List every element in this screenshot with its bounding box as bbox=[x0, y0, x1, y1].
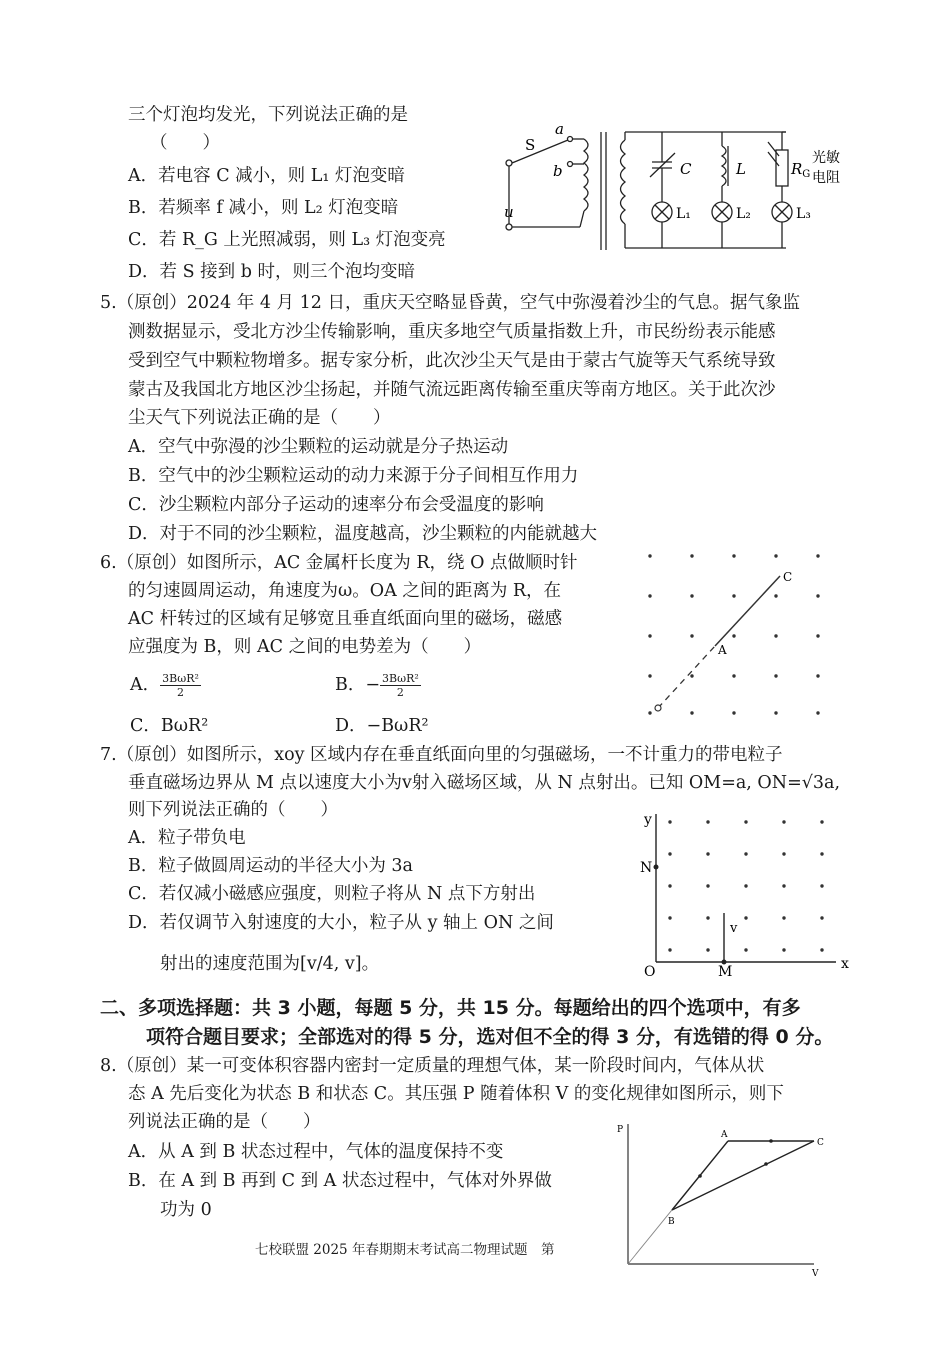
q6-option-d: D．−BωR² bbox=[335, 716, 429, 736]
q6-fig-label-c: C bbox=[783, 570, 793, 584]
field-dot bbox=[820, 916, 823, 919]
q6-option-b-denominator: 2 bbox=[396, 686, 404, 699]
q5-option-c: C．沙尘颗粒内部分子运动的速率分布会受温度的影响 bbox=[128, 495, 544, 515]
q5-stem-line-1: 5.（原创）2024 年 4 月 12 日，重庆天空略显昏黄，空气中弥漫着沙尘的气息。据气象监 bbox=[100, 293, 800, 313]
q8-stem-line-1: 8.（原创）某一可变体积容器内密封一定质量的理想气体，某一阶段时间内，气体从状 bbox=[100, 1056, 765, 1076]
field-dot bbox=[782, 916, 785, 919]
field-dot bbox=[820, 884, 823, 887]
field-dot bbox=[744, 884, 747, 887]
q4-option-a: A．若电容 C 减小，则 L₁ 灯泡变暗 bbox=[128, 166, 405, 186]
q4-fig-label-switch: S bbox=[525, 136, 536, 154]
q6-stem-line-4: 应强度为 B，则 AC 之间的电势差为（ ） bbox=[128, 637, 482, 657]
q6-option-a-denominator: 2 bbox=[177, 686, 185, 699]
q7-option-b: B．粒子做圆周运动的半径大小为 3a bbox=[128, 856, 413, 876]
q8-fig-label-v: V bbox=[812, 1269, 819, 1279]
q4-fig-label-b: b bbox=[553, 162, 563, 180]
field-dot bbox=[774, 634, 777, 637]
field-dot bbox=[744, 852, 747, 855]
field-dot bbox=[690, 674, 693, 677]
field-dot bbox=[816, 554, 819, 557]
field-dot bbox=[690, 594, 693, 597]
q4-answer-paren: （ ） bbox=[150, 133, 220, 153]
field-dot bbox=[732, 594, 735, 597]
q4-option-c: C．若 R_G 上光照减弱，则 L₃ 灯泡变亮 bbox=[128, 230, 446, 250]
q8-option-b: B．在 A 到 B 再到 C 到 A 状态过程中，气体对外界做 bbox=[128, 1171, 552, 1191]
q6-option-b-numerator: 3BωR² bbox=[382, 672, 419, 685]
field-dot bbox=[732, 711, 735, 714]
page-footer: 七校联盟 2025 年春期期末考试高二物理试题 第 bbox=[255, 1242, 555, 1258]
q5-stem-line-4: 蒙古及我国北方地区沙尘扬起，并随气流远距离传输至重庆等南方地区。关于此次沙 bbox=[128, 380, 776, 400]
field-dot bbox=[732, 634, 735, 637]
field-dot bbox=[706, 852, 709, 855]
field-dot bbox=[668, 820, 671, 823]
q5-stem-line-2: 测数据显示，受北方沙尘传输影响，重庆多地空气质量指数上升，市民纷纷表示能感 bbox=[128, 322, 776, 342]
q4-fig-label-lamp-2: L₂ bbox=[736, 206, 751, 222]
section-2-heading-line-1: 二、多项选择题：共 3 小题，每题 5 分，共 15 分。每题给出的四个选项中，有多 bbox=[100, 997, 801, 1019]
field-dot bbox=[816, 634, 819, 637]
field-dot bbox=[774, 674, 777, 677]
field-dot bbox=[706, 916, 709, 919]
field-dot bbox=[706, 884, 709, 887]
field-dot bbox=[648, 554, 651, 557]
field-dot bbox=[782, 884, 785, 887]
q7-fig-label-n: N bbox=[640, 860, 653, 876]
q4-fig-label-resistor: $R_G$ bbox=[791, 160, 811, 180]
q7-stem-line-2: 垂直磁场边界从 M 点以速度大小为v射入磁场区域，从 N 点射出。已知 OM=a, ON=√3a, bbox=[128, 773, 841, 793]
field-dot bbox=[648, 711, 651, 714]
field-dot bbox=[744, 820, 747, 823]
q5-option-a: A．空气中弥漫的沙尘颗粒的运动就是分子热运动 bbox=[128, 437, 509, 457]
q5-option-b: B．空气中的沙尘颗粒运动的动力来源于分子间相互作用力 bbox=[128, 466, 579, 486]
q6-fig-label-a: A bbox=[718, 643, 727, 657]
q7-option-d: D．若仅调节入射速度的大小，粒子从 y 轴上 ON 之间 bbox=[128, 913, 554, 933]
q6-stem-line-3: AC 杆转过的区域有足够宽且垂直纸面向里的磁场，磁感 bbox=[128, 609, 563, 629]
q4-fig-label-a: a bbox=[555, 120, 564, 138]
q8-fig-label-c: C bbox=[817, 1138, 824, 1148]
q4-circuit-diagram bbox=[500, 120, 860, 255]
field-dot bbox=[816, 674, 819, 677]
field-dot bbox=[774, 711, 777, 714]
q4-fig-label-lamp-1: L₁ bbox=[676, 206, 691, 222]
q7-field-diagram bbox=[636, 810, 856, 980]
q4-option-b: B．若频率 f 减小，则 L₂ 灯泡变暗 bbox=[128, 198, 399, 218]
q7-fig-label-x: x bbox=[841, 956, 849, 972]
q4-fig-label-photo-2: 电阻 bbox=[812, 170, 840, 186]
q6-stem-line-1: 6.（原创）如图所示，AC 金属杆长度为 R，绕 O 点做顺时针 bbox=[100, 553, 578, 573]
q7-fig-label-o: O bbox=[644, 964, 656, 980]
q7-stem-line-3: 则下列说法正确的（ ） bbox=[128, 800, 338, 820]
field-dot bbox=[668, 916, 671, 919]
field-dot bbox=[782, 820, 785, 823]
q4-fig-label-u: u bbox=[504, 203, 514, 221]
q8-fig-label-p: P bbox=[617, 1125, 624, 1135]
field-dot bbox=[744, 948, 747, 951]
q8-fig-label-a: A bbox=[721, 1130, 728, 1140]
q8-stem-line-2: 态 A 先后变化为状态 B 和状态 C。其压强 P 随着体积 V 的变化规律如图所示，则下 bbox=[128, 1084, 784, 1104]
q8-option-b-continued: 功为 0 bbox=[160, 1200, 212, 1220]
q8-pv-diagram bbox=[608, 1118, 838, 1283]
q7-option-d-continued: 射出的速度范围为[v/4, v]。 bbox=[160, 954, 380, 974]
field-dot bbox=[668, 852, 671, 855]
q7-stem-line-1: 7.（原创）如图所示，xoy 区域内存在垂直纸面向里的匀强磁场，一不计重力的带电粒子 bbox=[100, 745, 783, 765]
field-dot bbox=[816, 711, 819, 714]
field-dot bbox=[774, 594, 777, 597]
q7-option-a: A．粒子带负电 bbox=[128, 828, 246, 848]
field-dot bbox=[774, 554, 777, 557]
field-dot bbox=[648, 674, 651, 677]
field-dot bbox=[690, 634, 693, 637]
field-dot bbox=[690, 711, 693, 714]
q5-option-d: D．对于不同的沙尘颗粒，温度越高，沙尘颗粒的内能就越大 bbox=[128, 524, 598, 544]
field-dot bbox=[648, 634, 651, 637]
field-dot bbox=[648, 594, 651, 597]
field-dot bbox=[816, 594, 819, 597]
field-dot bbox=[820, 852, 823, 855]
q8-stem-line-3: 列说法正确的是（ ） bbox=[128, 1112, 321, 1132]
field-dot bbox=[690, 554, 693, 557]
field-dot bbox=[744, 916, 747, 919]
field-dot bbox=[706, 820, 709, 823]
q4-fig-label-photo-1: 光敏 bbox=[812, 150, 840, 166]
field-dot bbox=[668, 948, 671, 951]
q7-fig-label-v: v bbox=[730, 921, 738, 936]
q6-stem-line-2: 的匀速圆周运动，角速度为ω。OA 之间的距离为 R，在 bbox=[128, 581, 562, 601]
field-dot bbox=[706, 948, 709, 951]
section-2-heading-line-2: 项符合题目要求；全部选对的得 5 分，选对但不全的得 3 分，有选错的得 0 分。 bbox=[146, 1026, 834, 1048]
q4-stem: 三个灯泡均发光，下列说法正确的是 bbox=[128, 105, 408, 125]
q5-stem-line-3: 受到空气中颗粒物增多。据专家分析，此次沙尘天气是由于蒙古气旋等天气系统导致 bbox=[128, 351, 776, 371]
q6-option-a-numerator: 3BωR² bbox=[162, 672, 199, 685]
field-dot bbox=[782, 852, 785, 855]
q8-option-a: A．从 A 到 B 状态过程中，气体的温度保持不变 bbox=[128, 1142, 504, 1162]
q5-stem-line-5: 尘天气下列说法正确的是（ ） bbox=[128, 408, 391, 428]
field-dot bbox=[820, 948, 823, 951]
q7-fig-label-y: y bbox=[644, 812, 652, 828]
q6-field-diagram bbox=[640, 548, 840, 723]
q4-option-d: D．若 S 接到 b 时，则三个泡均变暗 bbox=[128, 262, 415, 282]
q6-option-a: A． $\frac{\text{3BωR²}}{2}$ bbox=[130, 672, 199, 699]
field-dot bbox=[820, 820, 823, 823]
q7-option-c: C．若仅减小磁感应强度，则粒子将从 N 点下方射出 bbox=[128, 884, 536, 904]
field-dot bbox=[732, 554, 735, 557]
q4-fig-label-lamp-3: L₃ bbox=[796, 206, 811, 222]
q4-fig-label-capacitor: C bbox=[680, 160, 692, 178]
q8-fig-label-b: B bbox=[668, 1217, 675, 1227]
q4-fig-label-inductor: L bbox=[736, 160, 746, 178]
q6-option-b: B．− $\frac{\text{3BωR²}}{2}$ bbox=[335, 672, 419, 699]
q6-option-c: C．BωR² bbox=[130, 716, 209, 736]
q7-fig-label-m: M bbox=[718, 964, 733, 980]
field-dot bbox=[732, 674, 735, 677]
field-dot bbox=[782, 948, 785, 951]
field-dot bbox=[668, 884, 671, 887]
